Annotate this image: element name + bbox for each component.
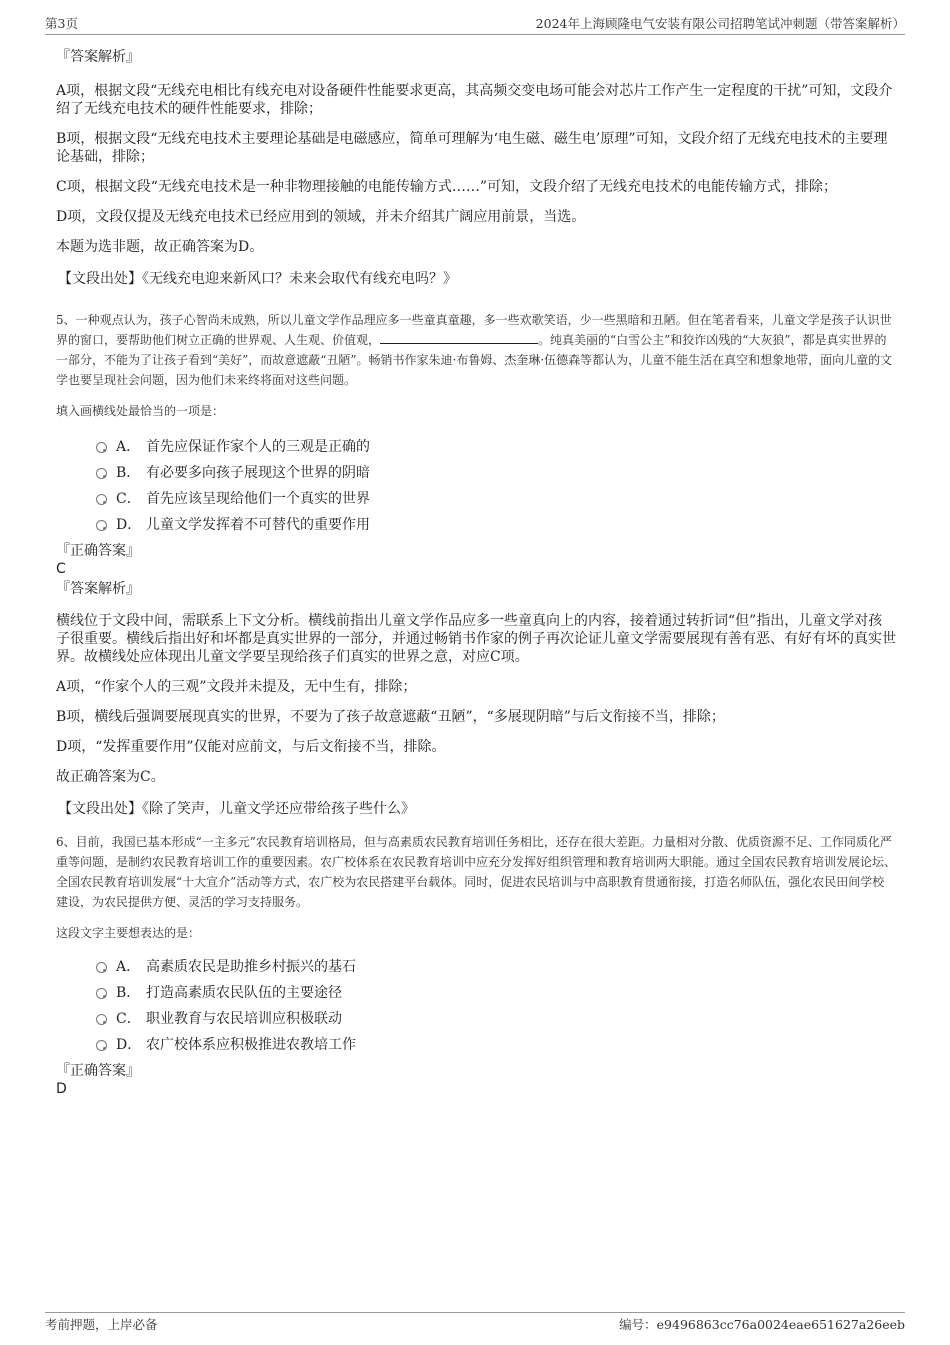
analysis-conclusion: 本题为选非题，故正确答案为D。: [56, 239, 264, 255]
question-6-option-a[interactable]: A． 高素质农民是助推乡村振兴的基石: [56, 954, 896, 980]
question-6-option-d[interactable]: D． 农广校体系应积极推进农教培工作: [56, 1032, 896, 1058]
page-footer: [45, 1312, 905, 1335]
radio-icon[interactable]: [96, 988, 107, 999]
radio-icon[interactable]: [96, 1014, 107, 1025]
question-5-option-b[interactable]: B． 有必要多向孩子展现这个世界的阴暗: [56, 460, 896, 486]
document-code: 编号：e9496863cc76a0024eae651627a26eeb: [619, 1317, 905, 1332]
question-5-options: [56, 434, 896, 538]
question-6-prompt: 这段文字主要想表达的是：: [56, 926, 201, 940]
correct-answer: D: [56, 1081, 67, 1097]
analysis-option-c: C项，根据文段“无线充电技术是一种非物理接触的电能传输方式……”可知，文段介绍了无线充电技术的电能传输方式，排除；: [56, 179, 838, 195]
correct-answer: C: [56, 561, 66, 577]
question-5-text-after: 。纯真美丽的“白雪公主”和狡诈凶残的“大灰狼”，都是真实世界的一部分，不能为了让孩子看到“美好”，而故意遮蔽“丑陋”。畅销书作家朱迪·布鲁姆、杰奎琳·伍德森等都认为，儿童不能生活在真空和想象地带，面向儿童的文学也要呈现社会问题，因为他们未来终将面对这些问题。: [56, 333, 893, 387]
document-title: 2024年上海顾隆电气安装有限公司招聘笔试冲刺题（带答案解析）: [535, 16, 905, 31]
main-content: [56, 46, 896, 1098]
radio-icon[interactable]: [96, 962, 107, 973]
analysis-option-a: A项，“作家个人的三观”文段并未提及，无中生有，排除；: [56, 679, 417, 695]
question-6-option-c[interactable]: C． 职业教育与农民培训应积极联动: [56, 1006, 896, 1032]
question-5-option-c[interactable]: C． 首先应该呈现给他们一个真实的世界: [56, 486, 896, 512]
radio-icon[interactable]: [96, 520, 107, 531]
analysis-option-b: B项，横线后强调要展现真实的世界，不要为了孩子故意遮蔽“丑陋”，“多展现阴暗”与后文衔接不当，排除；: [56, 709, 725, 725]
fill-blank: [380, 331, 538, 344]
radio-icon[interactable]: [96, 1040, 107, 1051]
analysis-label: 『答案解析』: [56, 49, 140, 65]
correct-answer-label: 『正确答案』: [56, 1063, 140, 1079]
correct-answer-label: 『正确答案』: [56, 543, 140, 559]
analysis-label: 『答案解析』: [56, 581, 140, 597]
question-5-option-d[interactable]: D． 儿童文学发挥着不可替代的重要作用: [56, 512, 896, 538]
question-6-option-b[interactable]: B． 打造高素质农民队伍的主要途径: [56, 980, 896, 1006]
passage-source: 【文段出处】《除了笑声，儿童文学还应带给孩子些什么》: [58, 801, 415, 817]
radio-icon[interactable]: [96, 494, 107, 505]
page-header: [45, 14, 905, 35]
analysis-option-d: D项，文段仅提及无线充电技术已经应用到的领域，并未介绍其广阔应用前景，当选。: [56, 209, 586, 225]
question-5-stem: [56, 310, 896, 390]
page-number: 第3页: [45, 16, 78, 31]
question-5-option-a[interactable]: A． 首先应保证作家个人的三观是正确的: [56, 434, 896, 460]
analysis-conclusion: 故正确答案为C。: [56, 769, 165, 785]
question-5-prompt: 填入画横线处最恰当的一项是：: [56, 404, 225, 418]
question-6-options: [56, 954, 896, 1058]
footer-slogan: 考前押题，上岸必备: [45, 1317, 158, 1332]
passage-source: 【文段出处】《无线充电迎来新风口？未来会取代有线充电吗？》: [58, 271, 457, 287]
radio-icon[interactable]: [96, 442, 107, 453]
question-5-text-before: 5、一种观点认为，孩子心智尚未成熟，所以儿童文学作品理应多一些童真童趣，多一些欢歌笑语，少一些黑暗和丑陋。但在笔者看来，儿童文学是孩子认识世界的窗口，要帮助他们树立正确的世界观、人生观、价值观，: [56, 313, 892, 347]
analysis-option-d: D项，“发挥重要作用”仅能对应前文，与后文衔接不当，排除。: [56, 739, 446, 755]
analysis-option-b: B项，根据文段“无线充电技术主要理论基础是电磁感应，简单可理解为‘电生磁、磁生电’原理”可知，文段介绍了无线充电技术的主要理论基础，排除；: [56, 131, 888, 165]
question-6-stem: 6、目前，我国已基本形成“一主多元”农民教育培训格局，但与高素质农民教育培训任务相比，还存在很大差距。力量相对分散、优质资源不足、工作同质化严重等问题，是制约农民教育培训工作的重要因素。农广校体系在农民教育培训中应充分发挥好组织管理和教育培训两大职能。通过全国农民教育培训发展论坛、全国农民教育培训发展“十大宣介”活动等方式，农广校为农民搭建平台载体。同时，促进农民培训与中高职教育贯通衔接，打造名师队伍，强化农民田间学校建设，为农民提供方便、灵活的学习支持服务。: [56, 835, 897, 909]
analysis-option-a: A项，根据文段“无线充电相比有线充电对设备硬件性能要求更高，其高频交变电场可能会对芯片工作产生一定程度的干扰”可知，文段介绍了无线充电技术的硬件性能要求，排除；: [56, 83, 893, 117]
analysis-body: 横线位于文段中间，需联系上下文分析。横线前指出儿童文学作品应多一些童真向上的内容，接着通过转折词“但”指出，儿童文学对孩子很重要。横线后指出好和坏都是真实世界的一部分，并通过畅销书作家的例子再次论证儿童文学需要展现有善有恶、有好有坏的真实世界。故横线处应体现出儿童文学要呈现给孩子们真实的世界之意，对应C项。: [56, 613, 896, 665]
radio-icon[interactable]: [96, 468, 107, 479]
